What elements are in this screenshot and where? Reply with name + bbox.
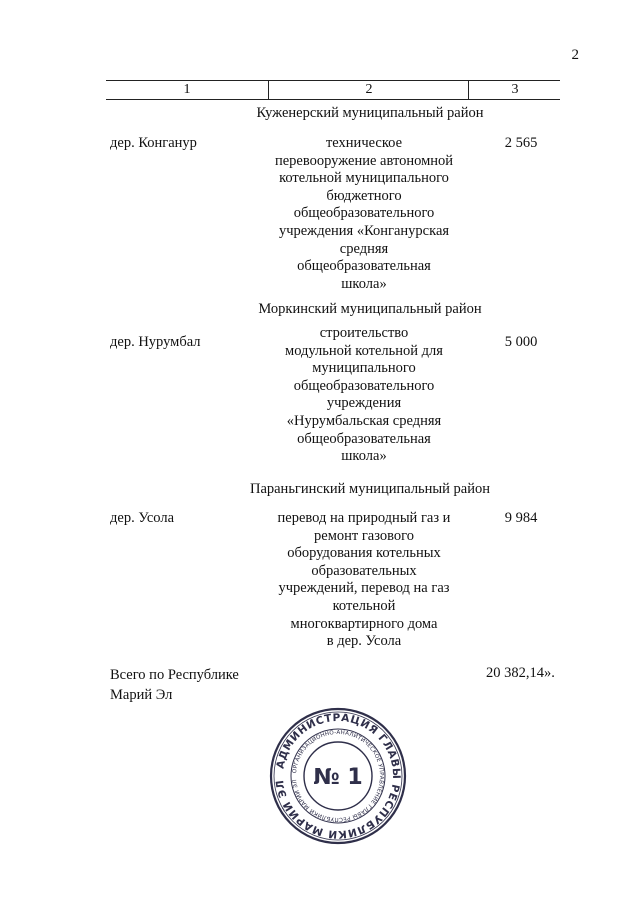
- total-label-line: Всего по Республике: [110, 667, 239, 683]
- description-line: ремонт газового: [314, 527, 414, 544]
- description-line: учреждения «Конганурская: [278, 222, 450, 239]
- project-description: [262, 510, 466, 651]
- description-line: котельной: [332, 597, 396, 614]
- table-header-col3: 3: [468, 81, 561, 99]
- description-line: в дер. Усола: [326, 633, 402, 650]
- description-line: техническое: [325, 135, 403, 151]
- description-line: перевод на природный газ и: [277, 510, 451, 526]
- description-line: муниципального: [312, 360, 416, 377]
- place-name: дер. Усола: [110, 510, 175, 526]
- district-heading: Куженерский муниципальный район: [256, 105, 484, 121]
- total-label-line: Марий Эл: [110, 687, 173, 703]
- stamp-center-text: № 1: [313, 765, 363, 790]
- description-line: общеобразовательного: [293, 205, 435, 222]
- description-line: общеобразовательная: [297, 258, 431, 275]
- official-stamp: [268, 706, 408, 846]
- description-line: оборудования котельных: [287, 545, 441, 562]
- description-line: многоквартирного дома: [290, 615, 438, 632]
- description-line: образовательных: [311, 562, 417, 579]
- description-line: «Нурумбальская средняя: [286, 412, 442, 429]
- amount: 5 000: [504, 334, 538, 350]
- amount: 2 565: [504, 135, 538, 151]
- place-name: дер. Нурумбал: [110, 334, 201, 350]
- table-header: [106, 80, 560, 100]
- amount: 9 984: [504, 510, 538, 526]
- description-line: котельной муниципального: [279, 170, 449, 187]
- description-line: школа»: [341, 275, 387, 292]
- project-description: [262, 135, 466, 293]
- description-line: средняя: [339, 240, 389, 257]
- description-line: перевооружение автономной: [274, 152, 454, 169]
- description-line: учреждений, перевод на газ: [278, 580, 450, 597]
- description-line: общеобразовательная: [297, 430, 431, 447]
- description-line: школа»: [341, 448, 387, 465]
- description-line: строительство: [319, 325, 409, 341]
- district-heading: Моркинский муниципальный район: [258, 301, 482, 317]
- description-line: общеобразовательного: [293, 377, 435, 394]
- district-heading: Параньгинский муниципальный район: [249, 481, 491, 497]
- project-description: [262, 325, 466, 466]
- place-name: дер. Конганур: [110, 135, 197, 151]
- description-line: бюджетного: [326, 187, 402, 204]
- total-label: [110, 665, 239, 705]
- table-header-col2: 2: [268, 81, 469, 99]
- stamp-inner-text: ОРГАНИЗАЦИОННО-АНАЛИТИЧЕСКОЕ УПРАВЛЕНИЕ ГЛАВЫ РЕСПУБЛИКИ МАРИЙ ЭЛ: [292, 729, 385, 823]
- description-line: модульной котельной для: [285, 342, 443, 359]
- page-number: 2: [571, 47, 579, 63]
- table-header-col1: 1: [183, 82, 191, 97]
- stamp-outer-text: АДМИНИСТРАЦИЯ ГЛАВЫ РЕСПУБЛИКИ МАРИЙ ЭЛ: [273, 711, 403, 841]
- description-line: учреждения: [326, 395, 402, 412]
- total-value: 20 382,14».: [486, 665, 555, 681]
